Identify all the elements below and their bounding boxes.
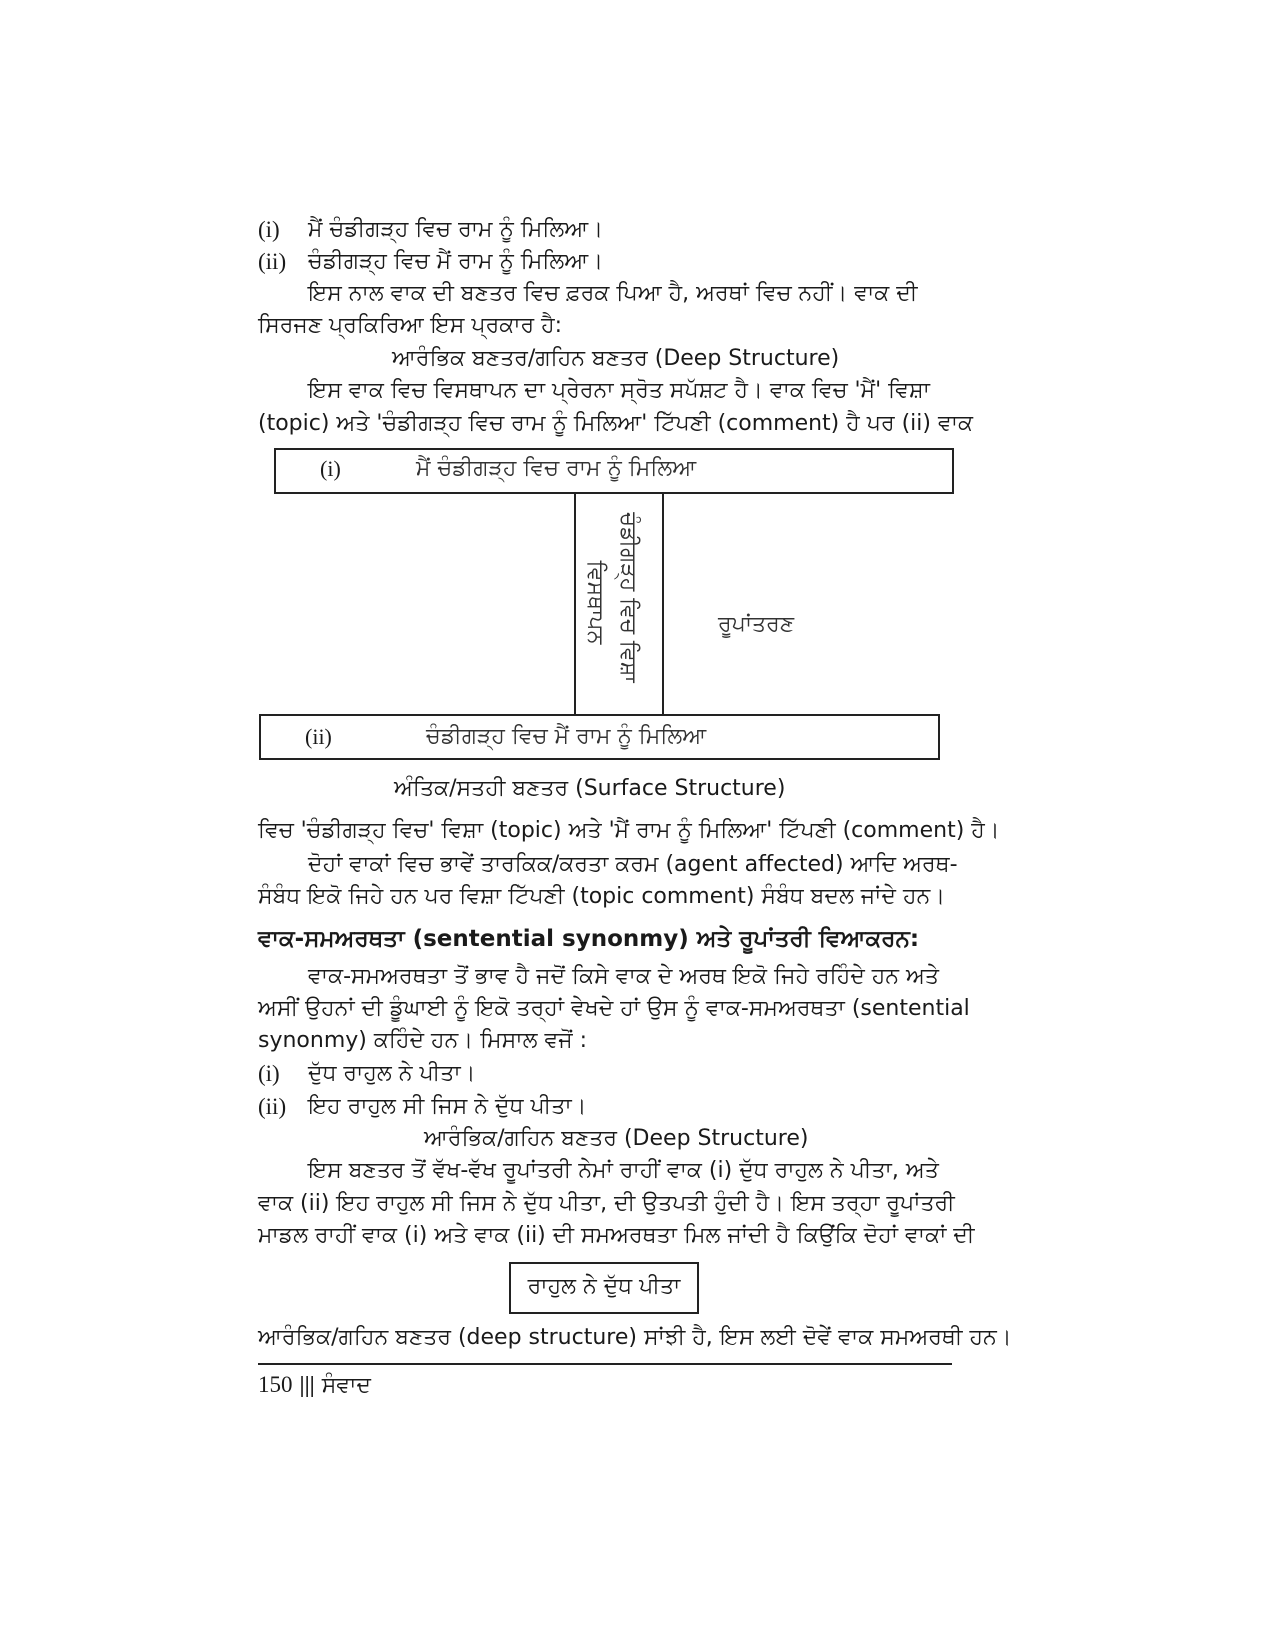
paragraph-line: ਇਸ ਨਾਲ ਵਾਕ ਦੀ ਬਣਤਰ ਵਿਚ ਫ਼ਰਕ ਪਿਆ ਹੈ, ਅਰਥਾਂ ਵਿਚ ਨਹੀਂ। ਵਾਕ ਦੀ: [308, 281, 918, 306]
diagram-bottom-label: (ii): [305, 724, 332, 749]
example-line-4: [258, 1090, 587, 1125]
example-text: ਇਹ ਰਾਹੁਲ ਸੀ ਜਿਸ ਨੇ ਦੁੱਧ ਪੀਤਾ।: [308, 1094, 587, 1119]
paragraph-line: ਦੋਹਾਂ ਵਾਕਾਂ ਵਿਚ ਭਾਵੇਂ ਤਾਰਕਿਕ/ਕਰਤਾ ਕਰਮ (agent affected) ਆਦਿ ਅਰਥ-: [308, 852, 958, 877]
page-number: 150: [258, 1372, 293, 1397]
deep-structure-caption: ਆਰੰਭਿਕ ਬਣਤਰ/ਗਹਿਨ ਬਣਤਰ (Deep Structure): [392, 346, 840, 371]
example-text: ਚੰਡੀਗੜ੍ਹ ਵਿਚ ਮੈਂ ਰਾਮ ਨੂੰ ਮਿਲਿਆ।: [308, 249, 604, 274]
boxed-sentence: [509, 1262, 699, 1314]
diagram-top-box: [274, 448, 954, 494]
paragraph-line: ਵਾਕ (ii) ਇਹ ਰਾਹੁਲ ਸੀ ਜਿਸ ਨੇ ਦੁੱਧ ਪੀਤਾ, ਦੀ ਉਤਪਤੀ ਹੁੰਦੀ ਹੈ। ਇਸ ਤਰ੍ਹਾ ਰੂਪਾਂਤਰੀ: [258, 1191, 955, 1216]
paragraph-line: ਸਿਰਜਣ ਪ੍ਰਕਿਰਿਆ ਇਸ ਪ੍ਰਕਾਰ ਹੈ:: [258, 313, 563, 338]
example-line-3: [258, 1057, 476, 1092]
footer-title: ਸੰਵਾਦ: [321, 1373, 371, 1398]
diagram-vertical-label: ਚੰਡੀਗੜ੍ਹ ਵਿਚ ਵਿਸ਼ਾ: [615, 512, 641, 683]
diagram-bottom-text: ਚੰਡੀਗੜ੍ਹ ਵਿਚ ਮੈਂ ਰਾਮ ਨੂੰ ਮਿਲਿਆ: [426, 724, 707, 749]
diagram-stem-left: [574, 492, 576, 714]
paragraph-line: ਵਾਕ-ਸਮਅਰਥਤਾ ਤੋਂ ਭਾਵ ਹੈ ਜਦੋਂ ਕਿਸੇ ਵਾਕ ਦੇ ਅਰਥ ਇਕੋ ਜਿਹੇ ਰਹਿੰਦੇ ਹਨ ਅਤੇ: [308, 964, 940, 989]
example-label: (i): [258, 217, 280, 242]
surface-structure-caption: ਅੰਤਿਕ/ਸਤਹੀ ਬਣਤਰ (Surface Structure): [394, 776, 786, 801]
footer: [258, 1370, 371, 1401]
paragraph-line: (topic) ਅਤੇ 'ਚੰਡੀਗੜ੍ਹ ਵਿਚ ਰਾਮ ਨੂੰ ਮਿਲਿਆ' ਟਿੱਪਣੀ (comment) ਹੈ ਪਰ (ii) ਵਾਕ: [258, 411, 974, 436]
paragraph-line: ਸੰਬੰਧ ਇਕੋ ਜਿਹੇ ਹਨ ਪਰ ਵਿਸ਼ਾ ਟਿੱਪਣੀ (topic comment) ਸੰਬੰਧ ਬਦਲ ਜਾਂਦੇ ਹਨ।: [258, 884, 946, 909]
diagram-top-text: ਮੈਂ ਚੰਡੀਗੜ੍ਹ ਵਿਚ ਰਾਮ ਨੂੰ ਮਿਲਿਆ: [416, 456, 697, 481]
example-label: (ii): [258, 249, 287, 274]
example-line-1: [258, 213, 604, 248]
diagram-top-label: (i): [320, 456, 341, 481]
diagram-bottom-box: [259, 714, 940, 760]
footer-separator: |||: [299, 1372, 315, 1397]
paragraph-line: ਇਸ ਬਣਤਰ ਤੋਂ ਵੱਖ-ਵੱਖ ਰੂਪਾਂਤਰੀ ਨੇਮਾਂ ਰਾਹੀਂ ਵਾਕ (i) ਦੁੱਧ ਰਾਹੁਲ ਨੇ ਪੀਤਾ, ਅਤੇ: [308, 1158, 939, 1183]
diagram-stem-right: [662, 492, 664, 714]
deep-structure-caption: ਆਰੰਭਿਕ/ਗਹਿਨ ਬਣਤਰ (Deep Structure): [424, 1126, 809, 1151]
paragraph-line: ਅਸੀਂ ਉਹਨਾਂ ਦੀ ਡੂੰਘਾਈ ਨੂੰ ਇਕੋ ਤਰ੍ਹਾਂ ਵੇਖਦੇ ਹਾਂ ਉਸ ਨੂੰ ਵਾਕ-ਸਮਅਰਥਤਾ (sentential: [258, 996, 970, 1021]
paragraph-line: ਆਰੰਭਿਕ/ਗਹਿਨ ਬਣਤਰ (deep structure) ਸਾਂਝੀ ਹੈ, ਇਸ ਲਈ ਦੋਵੇਂ ਵਾਕ ਸਮਅਰਥੀ ਹਨ।: [258, 1325, 1012, 1350]
paragraph-line: ਮਾਡਲ ਰਾਹੀਂ ਵਾਕ (i) ਅਤੇ ਵਾਕ (ii) ਦੀ ਸਮਅਰਥਤਾ ਮਿਲ ਜਾਂਦੀ ਹੈ ਕਿਉਂਕਿ ਦੋਹਾਂ ਵਾਕਾਂ ਦੀ: [258, 1223, 975, 1248]
diagram-vertical-label: ਵਿਸਥਾਪਨ: [582, 560, 608, 645]
footer-rule: [258, 1363, 952, 1365]
example-line-2: [258, 245, 604, 280]
paragraph-line: ਇਸ ਵਾਕ ਵਿਚ ਵਿਸਥਾਪਨ ਦਾ ਪ੍ਰੇਰਨਾ ਸ੍ਰੋਤ ਸਪੱਸ਼ਟ ਹੈ। ਵਾਕ ਵਿਚ 'ਮੈਂ' ਵਿਸ਼ਾ: [308, 378, 930, 403]
example-text: ਮੈਂ ਚੰਡੀਗੜ੍ਹ ਵਿਚ ਰਾਮ ਨੂੰ ਮਿਲਿਆ।: [308, 217, 604, 242]
example-label: (ii): [258, 1094, 287, 1119]
paragraph-line: synonmy) ਕਹਿੰਦੇ ਹਨ। ਮਿਸਾਲ ਵਜੋਂ :: [258, 1028, 587, 1053]
example-text: ਦੁੱਧ ਰਾਹੁਲ ਨੇ ਪੀਤਾ।: [308, 1061, 476, 1086]
section-heading: ਵਾਕ-ਸਮਅਰਥਤਾ (sentential synonmy) ਅਤੇ ਰੂਪਾਂਤਰੀ ਵਿਆਕਰਨ:: [258, 926, 920, 952]
example-label: (i): [258, 1061, 280, 1086]
diagram-side-label: ਰੂਪਾਂਤਰਣ: [718, 612, 795, 637]
boxed-sentence-text: ਰਾਹੁਲ ਨੇ ਦੁੱਧ ਪੀਤਾ: [527, 1274, 681, 1299]
paragraph-line: ਵਿਚ 'ਚੰਡੀਗੜ੍ਹ ਵਿਚ' ਵਿਸ਼ਾ (topic) ਅਤੇ 'ਮੈਂ ਰਾਮ ਨੂੰ ਮਿਲਿਆ' ਟਿੱਪਣੀ (comment) ਹੈ।: [258, 818, 1000, 843]
